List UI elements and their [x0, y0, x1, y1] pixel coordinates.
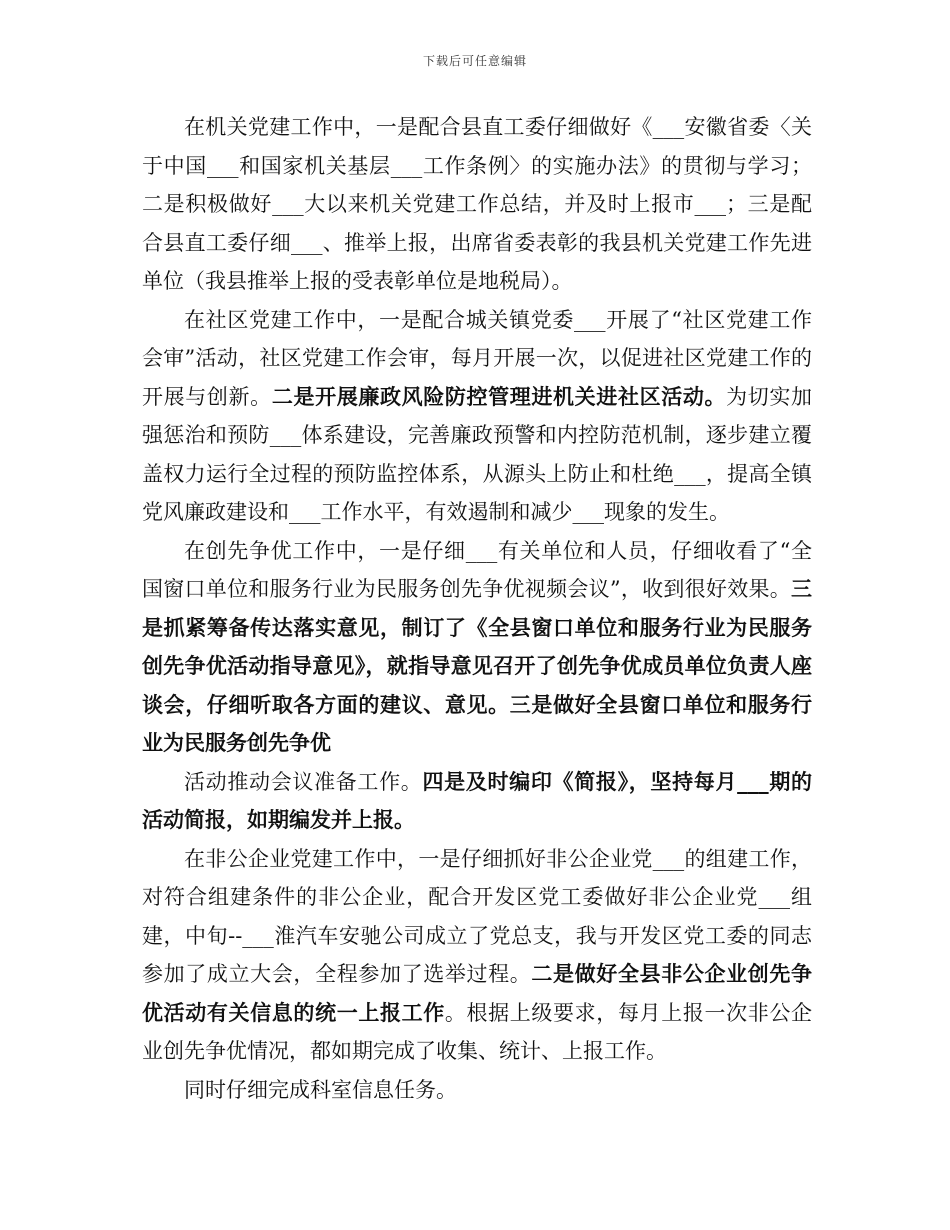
text-run: 在社区党建工作中，一是配合城关镇党委___开展了“社区党建工作会审”活动，社区党建工作会审，每月开展一次，以促进社区党建工作的开展与创新。: [142, 307, 812, 409]
bold-text-run: 二是开展廉政风险防控管理进机关进社区活动。: [271, 383, 727, 409]
text-run: 为切实加强惩治和预防___体系建设，完善廉政预警和内控防范机制，逐步建立覆盖权力运行全过程的预防监控体系，从源头上防止和杜绝___，提高全镇党风廉政建设和___工作水平，有效遏制和减少___现象的发生。: [142, 384, 813, 524]
bold-text-run: 四是及时编印《简报》，坚持每月___期的活动简报，如期编发并上报。: [142, 768, 813, 832]
paragraph-meeting-briefing: [142, 763, 812, 840]
paragraph-nonpublic-enterprise: [142, 840, 812, 1071]
text-run: 活动推动会议准备工作。: [184, 769, 423, 794]
text-run: 在创先争优工作中，一是仔细___有关单位和人员，仔细收看了“全国窗口单位和服务行业为民服务创先争优视频会议”，收到很好效果。: [142, 538, 812, 601]
text-run: 。根据上级要求，每月上报一次非公企业创先争优情况，都如期完成了收集、统计、上报工作。: [142, 1000, 813, 1063]
page-header-note: 下载后可任意编辑: [422, 54, 527, 68]
paragraph-excellence-campaign: [142, 532, 812, 763]
paragraph-party-building-organs: [142, 108, 812, 301]
bold-text-run: 三是抓紧筹备传达落实意见，制订了《全县窗口单位和服务行业为民服务创先争优活动指导意见》，就指导意见召开了创先争优成员单位负责人座谈会，仔细听取各方面的建议、意见。三是做好全县窗口单位和服务行业为民服务创先争优: [142, 576, 812, 755]
text-run: 在机关党建工作中，一是配合县直工委仔细做好《___安徽省委〈关于中国___和国家机关基层___工作条例〉的实施办法》的贯彻与学习；二是积极做好___大以来机关党建工作总结，并及时上报市___；三是配合县直工委仔细___、推举上报，出席省委表彰的我县机关党建工作先进单位（我县推举上报的受表彰单位是地税局）。: [142, 115, 812, 293]
text-run: 同时仔细完成科室信息任务。: [184, 1077, 457, 1102]
text-run: 在非公企业党建工作中，一是仔细抓好非公企业党___的组建工作，对符合组建条件的非公企业，配合开发区党工委做好非公企业党___组建，中旬--___淮汽车安驰公司成立了党总支，我与开发区党工委的同志参加了成立大会，全程参加了选举过程。: [142, 846, 812, 986]
paragraph-office-information: [142, 1071, 812, 1110]
paragraph-community-party-building: [142, 301, 812, 532]
document-body: [142, 108, 812, 1109]
bold-text-run: 二是做好全县非公企业创先争优活动有关信息的统一上报工作: [142, 961, 813, 1025]
